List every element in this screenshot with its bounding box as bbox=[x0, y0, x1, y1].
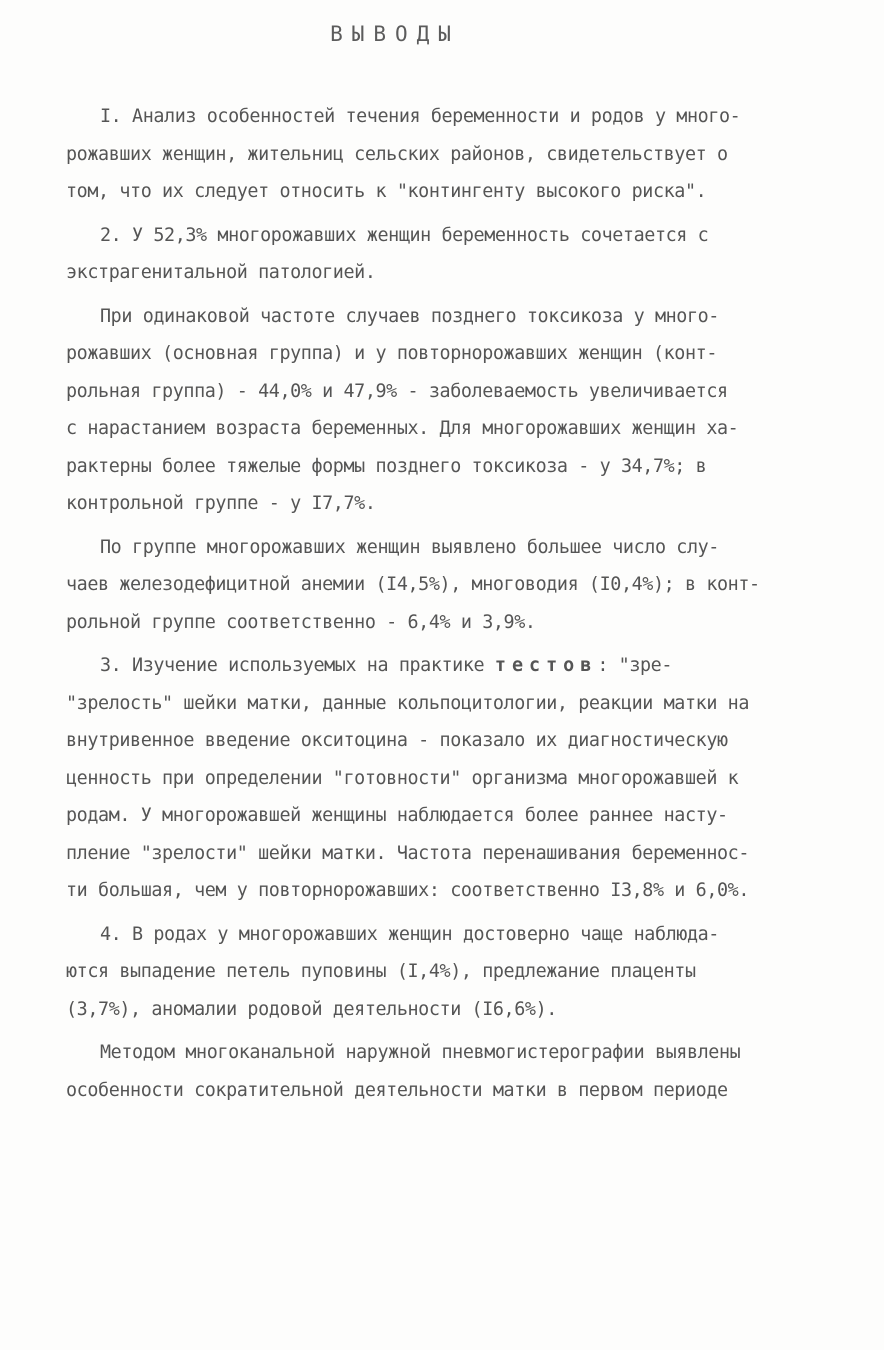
text-line: рольная группа) - 44,0% и 47,9% - заболеваемость увеличивается bbox=[66, 380, 728, 402]
text-line: Методом многоканальной наружной пневмогистерографии выявлены bbox=[100, 1042, 741, 1063]
text-line: По группе многорожавших женщин выявлено большее число слу- bbox=[100, 536, 719, 558]
paragraph-3 bbox=[66, 298, 856, 523]
paragraph-6 bbox=[66, 916, 856, 1029]
text-line: внутривенное введение окситоцина - показало их диагностическую bbox=[66, 730, 728, 751]
text-line: ются выпадение петель пуповины (I,4%), предлежание плаценты bbox=[66, 961, 696, 982]
text-line: (3,7%), аномалии родовой деятельности (I6,6%). bbox=[66, 998, 557, 1020]
text-line: особенности сократительной деятельности матки в первом периоде bbox=[66, 1079, 728, 1101]
spaced-emphasis: тестов bbox=[494, 655, 598, 676]
text-line: чаев железодефицитной анемии (I4,5%), многоводия (I0,4%); в конт- bbox=[66, 574, 760, 595]
text-line: I. Анализ особенностей течения беременности и родов у много- bbox=[100, 106, 741, 127]
text-line: рактерны более тяжелые формы позднего токсикоза - у 34,7%; в bbox=[66, 455, 707, 477]
text-line: ценность при определении "готовности" организма многорожавшей к bbox=[66, 767, 739, 789]
text-line: пление "зрелости" шейки матки. Частота перенашивания беременнос- bbox=[66, 842, 750, 864]
text-line: рольной группе соответственно - 6,4% и 3,9%. bbox=[66, 611, 536, 633]
text-line: "зрелость" шейки матки, данные кольпоцитологии, реакции матки на bbox=[66, 692, 750, 714]
text-line: рожавших (основная группа) и у повторнорожавших женщин (конт- bbox=[66, 343, 717, 364]
text-line bbox=[66, 647, 856, 685]
text-line: ти большая, чем у повторнорожавших: соответственно I3,8% и 6,0%. bbox=[66, 880, 750, 901]
paragraph-2 bbox=[66, 217, 856, 292]
text-line: 4. В родах у многорожавших женщин достоверно чаще наблюда- bbox=[100, 923, 719, 945]
text-line: контрольной группе - у I7,7%. bbox=[66, 493, 376, 514]
paragraph-7 bbox=[66, 1034, 856, 1109]
document-body bbox=[66, 98, 856, 1115]
paragraph-4 bbox=[66, 529, 856, 642]
text-line: 2. У 52,3% многорожавших женщин беременность сочетается с bbox=[100, 224, 709, 246]
text-line: рожавших женщин, жительниц сельских районов, свидетельствует о bbox=[66, 143, 728, 165]
text-line: родам. У многорожавшей женщины наблюдается более раннее насту- bbox=[66, 805, 728, 826]
text-line: При одинаковой частоте случаев позднего токсикоза у много- bbox=[100, 305, 719, 327]
text-line: экстрагенитальной патологией. bbox=[66, 262, 376, 283]
paragraph-1 bbox=[66, 98, 856, 211]
page-title: ВЫВОДЫ bbox=[330, 22, 460, 46]
text-line: с нарастанием возраста беременных. Для многорожавших женщин ха- bbox=[66, 418, 739, 439]
paragraph-5 bbox=[66, 647, 856, 910]
text-fragment: : "зре- bbox=[597, 655, 673, 676]
text-line: том, что их следует относить к "контингенту высокого риска". bbox=[66, 181, 707, 202]
text-fragment: 3. Изучение используемых на практике bbox=[100, 655, 495, 676]
